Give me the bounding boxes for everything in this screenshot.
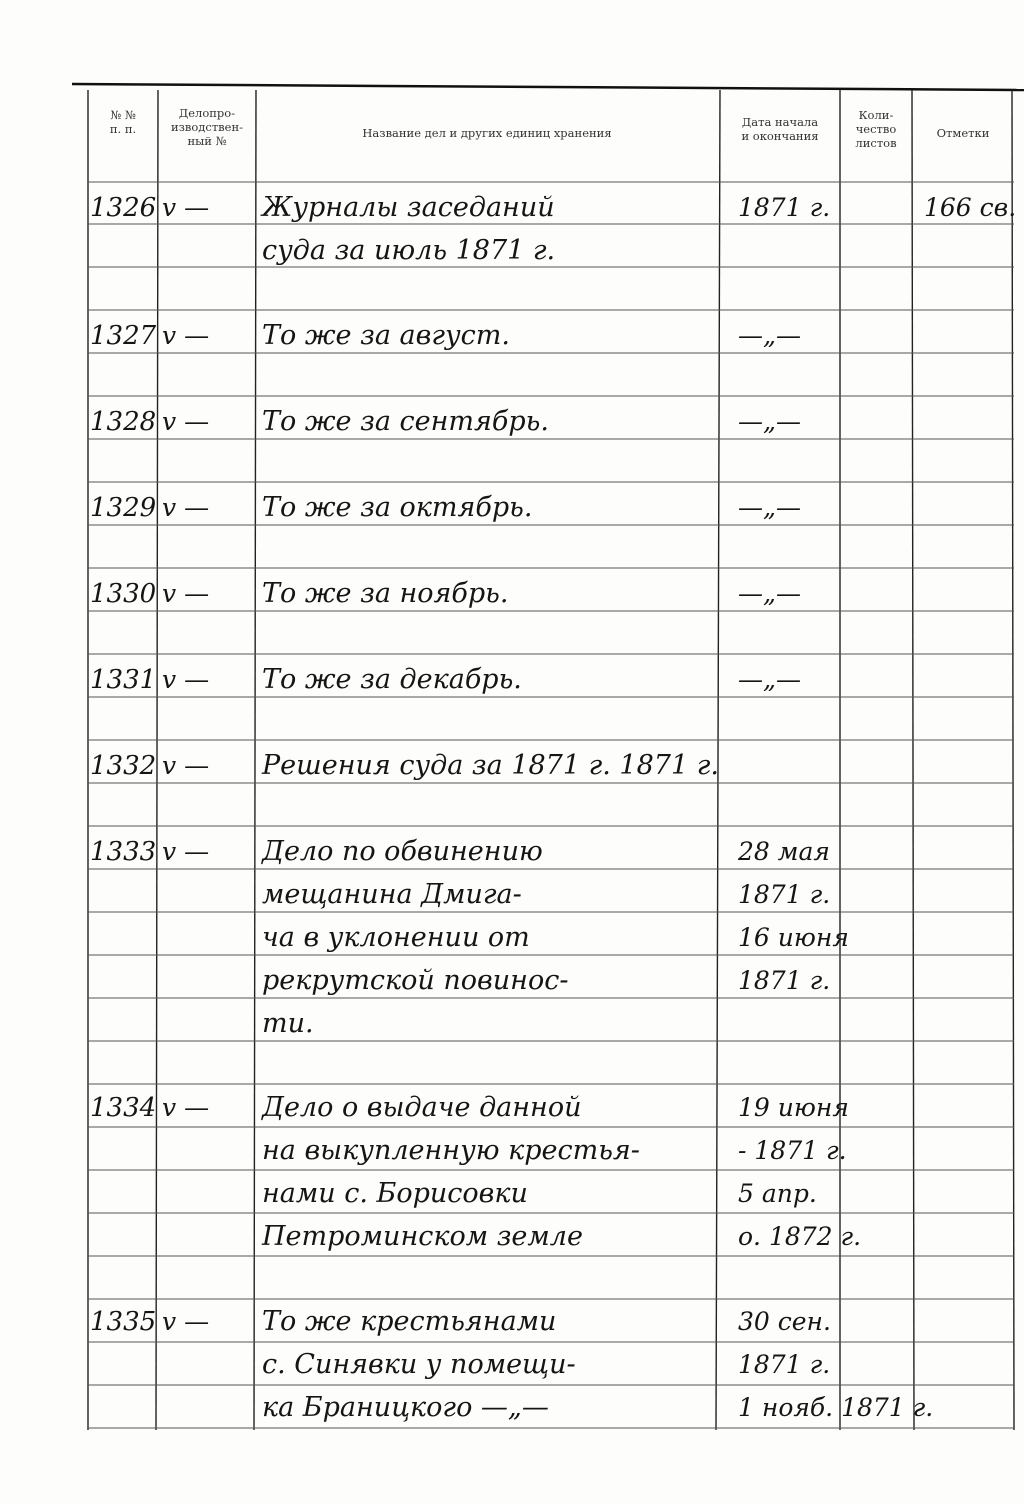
entry-check-mark: v — [162,579,210,608]
entry-title-line: с. Синявки у помещи- [262,1349,576,1380]
header-col-dates: Дата начала и окончания [741,115,819,143]
entry-title-line: Дело по обвинению [262,836,543,867]
entry-date-line: —„— [738,665,801,694]
entry-date-line: 19 июня [738,1093,849,1122]
entry-title-line: рекрутской повинос- [262,965,569,996]
entry-check-mark: v — [162,1307,210,1336]
header-col-sheets: Коли- чество листов [855,108,897,150]
entry-check-mark: v — [162,493,210,522]
entry-title-line: Решения суда за 1871 г. 1871 г. [262,750,719,781]
entry-title-line: на выкупленную крестья- [262,1135,640,1166]
entry-title-line: То же за ноябрь. [262,578,509,609]
entry-date-line: - 1871 г. [738,1136,847,1165]
entry-title-line: ча в уклонении от [262,922,530,953]
entry-title-line: Дело о выдаче данной [262,1092,582,1123]
entry-number: 1329 [90,493,157,523]
entry-number: 1326 [90,193,157,223]
entry-date-line: 30 сен. [738,1307,831,1336]
entry-title-line: То же за сентябрь. [262,406,549,437]
entry-date-line: —„— [738,321,801,350]
entry-date-line: 28 мая [738,837,830,866]
entry-date-line: —„— [738,407,801,436]
entry-title-line: То же крестьянами [262,1306,557,1337]
entry-title-line: ка Браницкого —„— [262,1392,549,1423]
entry-date-line: 1871 г. [738,966,831,995]
entry-title-line: мещанина Дмига- [262,879,522,910]
header-col-office-number: Делопро- изводствен- ный № [170,106,244,148]
entry-notes: 166 св. [924,193,1017,222]
entry-check-mark: v — [162,193,210,222]
entry-number: 1332 [90,751,157,781]
entry-title-line: Журналы заседаний [262,192,555,223]
entry-check-mark: v — [162,321,210,350]
entry-check-mark: v — [162,751,210,780]
entry-date-line: —„— [738,579,801,608]
entry-check-mark: v — [162,665,210,694]
entry-title-line: То же за октябрь. [262,492,533,523]
header-col-num: № № п. п. [109,108,137,136]
entry-date-line: 16 июня [738,923,849,952]
entry-number: 1333 [90,837,157,867]
entry-title-line: То же за декабрь. [262,664,522,695]
entry-check-mark: v — [162,837,210,866]
header-col-title: Название дел и других единиц хранения [362,126,612,140]
entry-title-line: нами с. Борисовки [262,1178,528,1209]
entry-date-line: —„— [738,493,801,522]
entry-check-mark: v — [162,407,210,436]
entry-date-line: 1 нояб. 1871 г. [738,1393,934,1422]
entry-title-line: Петроминском земле [262,1221,583,1252]
entry-number: 1335 [90,1307,157,1337]
entry-title-line: То же за август. [262,320,510,351]
header-col-notes: Отметки [936,126,990,140]
entry-date-line: 1871 г. [738,1350,831,1379]
entry-number: 1327 [90,321,157,351]
entry-number: 1331 [90,665,157,695]
entry-title-line: ти. [262,1008,314,1039]
entry-date-line: 1871 г. [738,193,831,222]
entry-check-mark: v — [162,1093,210,1122]
entry-number: 1328 [90,407,157,437]
entry-date-line: 1871 г. [738,880,831,909]
entry-date-line: 5 апр. [738,1179,817,1208]
entry-number: 1330 [90,579,157,609]
entry-date-line: о. 1872 г. [738,1222,862,1251]
entry-title-line: суда за июль 1871 г. [262,235,556,266]
entry-number: 1334 [90,1093,157,1123]
